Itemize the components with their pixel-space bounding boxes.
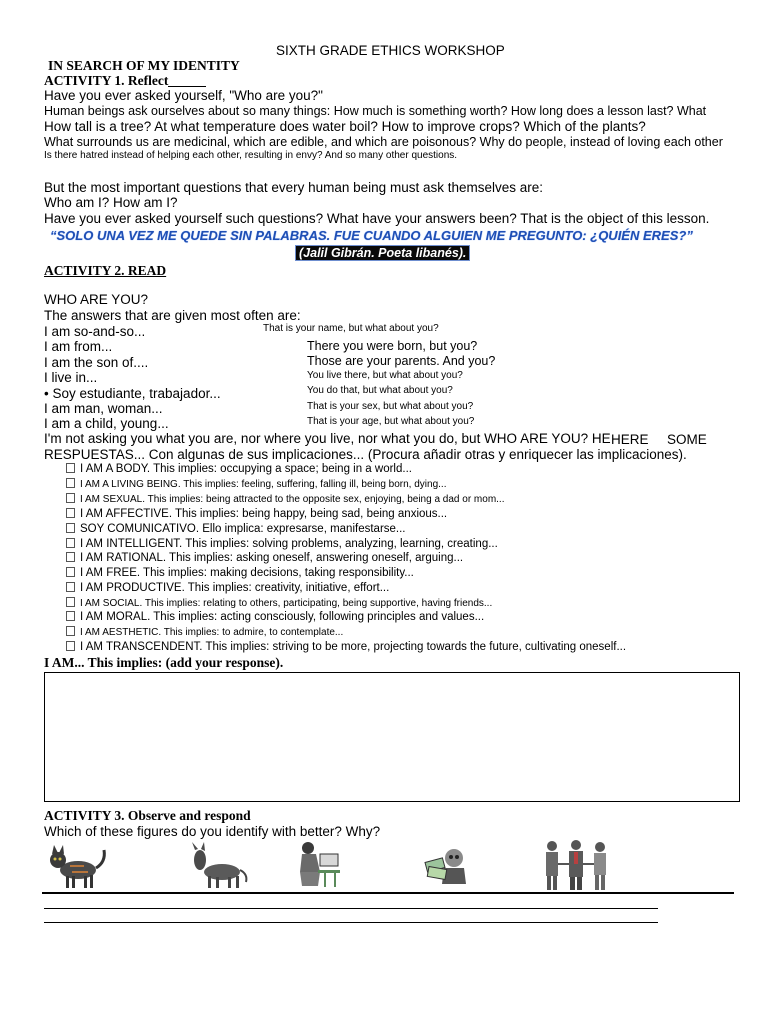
answer-line[interactable] [44, 922, 658, 923]
answer-left: I am so-and-so... [44, 324, 146, 339]
list-item: SOY COMUNICATIVO. Ello implica: expresarse, manifestarse... [66, 522, 406, 536]
list-item: I AM MORAL. This implies: acting consciously, following principles and values... [66, 610, 484, 624]
answer-left: I am the son of.... [44, 355, 149, 370]
list-item: I AM A BODY. This implies: occupying a space; being in a world... [66, 462, 412, 476]
activity-1-line: Human beings ask ourselves about so many things: How much is something worth? How long does a lesson last? What [44, 104, 707, 118]
answer-left: • Soy estudiante, trabajador... [44, 386, 221, 401]
answer-right: You do that, but what about you? [307, 385, 453, 396]
answer-left: I am man, woman... [44, 401, 163, 416]
activity-1-line: Have you ever asked yourself such questions? What have your answers been? That is the object of this lesson. [44, 211, 710, 226]
gibran-quote: “SOLO UNA VEZ ME QUEDE SIN PALABRAS. FUE CUANDO ALGUIEN ME PREGUNTO: ¿QUIÉN ERES?” [50, 228, 693, 243]
answer-right: That is your name, but what about you? [263, 323, 439, 334]
checkbox-icon [66, 567, 75, 577]
answer-right: That is your age, but what about you? [307, 416, 475, 427]
checkbox-icon [66, 508, 75, 518]
closing-line-2: RESPUESTAS... Con algunas de sus implicaciones... (Procura añadir otras y enriquecer las implicaciones). [44, 447, 687, 462]
list-item: I AM AESTHETIC. This implies: to admire, to contemplate... [66, 626, 343, 640]
checkbox-icon [66, 463, 75, 473]
list-item: I AM A LIVING BEING. This implies: feeling, suffering, falling ill, being born, dying... [66, 478, 446, 492]
cat-figure[interactable] [44, 842, 110, 892]
activity-1-line: Who am I? How am I? [44, 195, 178, 210]
answer-line[interactable] [42, 892, 734, 894]
activity-1-line: Is there hatred instead of helping each other, resulting in envy? And so many other questions. [44, 150, 458, 161]
checkbox-icon [66, 523, 75, 533]
activity-1-line: Have you ever asked yourself, "Who are you?" [44, 88, 323, 103]
activity-1-heading: ACTIVITY 1. Reflect [44, 73, 206, 89]
list-item: I AM AFFECTIVE. This implies: being happy, being sad, being anxious... [66, 507, 447, 521]
answer-left: I live in... [44, 370, 98, 385]
list-item: I AM SOCIAL. This implies: relating to others, participating, being supportive, having friends... [66, 597, 492, 611]
donkey-figure[interactable] [186, 842, 252, 890]
checkbox-icon [66, 597, 75, 607]
answer-right: Those are your parents. And you? [307, 354, 496, 368]
checkbox-icon [66, 478, 75, 488]
worksheet-title: SIXTH GRADE ETHICS WORKSHOP [276, 43, 505, 58]
list-item: I AM INTELLIGENT. This implies: solving problems, analyzing, learning, creating... [66, 537, 498, 551]
response-prompt: I AM... This implies: (add your response). [44, 655, 284, 670]
closing-here: HERE [611, 432, 649, 447]
activity-3-heading: ACTIVITY 3. Observe and respond [44, 808, 251, 823]
response-box[interactable] [44, 672, 740, 802]
answer-left: I am from... [44, 339, 113, 354]
list-item: I AM SEXUAL. This implies: being attracted to the opposite sex, enjoying, being a dad or mom... [66, 493, 505, 507]
checkbox-icon [66, 493, 75, 503]
closing-some: SOME [667, 432, 707, 447]
answers-intro: The answers that are given most often are: [44, 308, 301, 323]
list-item: I AM RATIONAL. This implies: asking oneself, answering oneself, arguing... [66, 551, 463, 565]
answer-left: I am a child, young... [44, 416, 169, 431]
activity-3-question: Which of these figures do you identify with better? Why? [44, 824, 381, 839]
man-with-money-figure[interactable] [424, 846, 470, 886]
activity-1-line: What surrounds us are medicinal, which are edible, and which are poisonous? Why do people, instead of loving each other [44, 135, 723, 149]
checkbox-icon [66, 626, 75, 636]
worksheet-subtitle: IN SEARCH OF MY IDENTITY [48, 58, 240, 73]
reading-woman-figure[interactable] [294, 840, 342, 892]
business-people-figure[interactable] [538, 838, 618, 892]
answer-right: That is your sex, but what about you? [307, 401, 474, 412]
answer-right: You live there, but what about you? [307, 370, 463, 381]
activity-2-heading: ACTIVITY 2. READ [44, 263, 167, 278]
answer-right: There you were born, but you? [307, 339, 478, 353]
checkbox-icon [66, 582, 75, 592]
closing-line-1: I'm not asking you what you are, nor where you live, nor what you do, but WHO ARE YOU? HE [44, 431, 611, 446]
list-item: I AM TRANSCENDENT. This implies: striving to be more, projecting towards the future, cultivating oneself... [66, 640, 626, 654]
checkbox-icon [66, 641, 75, 651]
list-item: I AM PRODUCTIVE. This implies: creativity, initiative, effort... [66, 581, 389, 595]
list-item: I AM FREE. This implies: making decisions, taking responsibility... [66, 566, 414, 580]
checkbox-icon [66, 552, 75, 562]
answer-line[interactable] [44, 908, 658, 909]
activity-1-line: But the most important questions that every human being must ask themselves are: [44, 180, 543, 195]
who-are-you-question: WHO ARE YOU? [44, 292, 149, 307]
checkbox-icon [66, 611, 75, 621]
checkbox-icon [66, 538, 75, 548]
activity-1-line: How tall is a tree? At what temperature does water boil? How to improve crops? Which of the plants? [44, 119, 646, 134]
quote-author: (Jalil Gibrán. Poeta libanés). [296, 246, 469, 260]
